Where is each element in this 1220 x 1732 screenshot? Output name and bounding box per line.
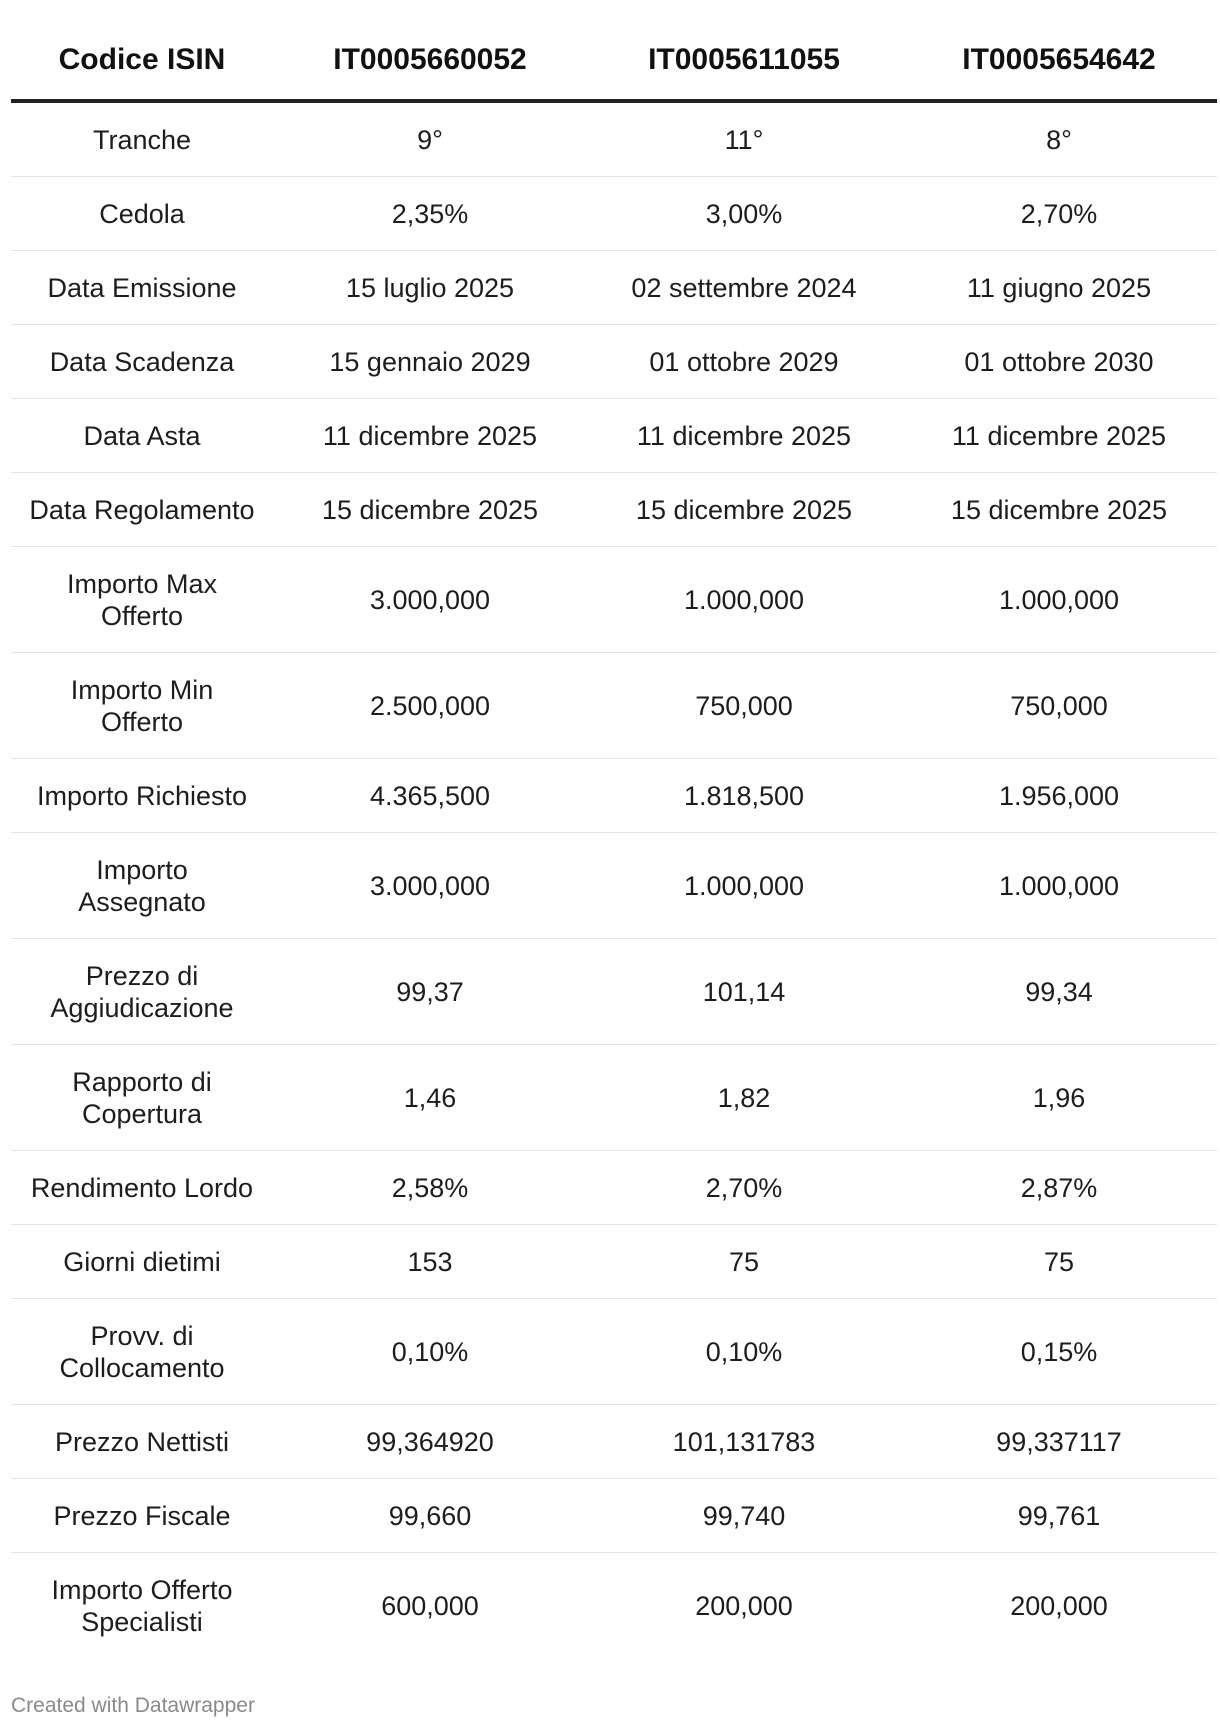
table-cell: 99,740	[587, 1479, 901, 1553]
table-cell: 1,96	[901, 1045, 1217, 1151]
header-codice-isin: Codice ISIN	[11, 20, 273, 101]
table-cell: 1.000,000	[587, 833, 901, 939]
row-label	[11, 473, 273, 547]
row-label	[11, 1299, 273, 1405]
row-label	[11, 547, 273, 653]
row-label-text: Importo Offerto Specialisti	[51, 1574, 233, 1637]
table-row	[11, 939, 1217, 1045]
row-label-text: Importo Min Offerto	[70, 674, 214, 737]
row-label-text: Prezzo Nettisti	[54, 1426, 230, 1457]
table-row	[11, 473, 1217, 547]
table-cell: 200,000	[695, 1590, 793, 1621]
table-cell: 0,10%	[587, 1299, 901, 1405]
table-cell: 99,34	[901, 939, 1217, 1045]
table-cell: 02 settembre 2024	[587, 251, 901, 325]
row-label-text: Cedola	[99, 198, 185, 229]
row-label	[11, 177, 273, 251]
table-cell: 11 giugno 2025	[901, 251, 1217, 325]
table-cell: 750,000	[901, 653, 1217, 759]
table-row	[11, 1405, 1217, 1479]
table-cell: 750,000	[587, 653, 901, 759]
table-cell: 1,82	[587, 1045, 901, 1151]
row-label	[11, 653, 273, 759]
table-row	[11, 547, 1217, 653]
table-cell: 11°	[587, 101, 901, 177]
table-cell: 600,000	[381, 1590, 479, 1621]
table-cell: 99,364920	[273, 1405, 587, 1479]
table-cell: 1.818,500	[587, 759, 901, 833]
table-cell: 101,14	[587, 939, 901, 1045]
row-label-text: Prezzo Fiscale	[53, 1500, 231, 1531]
table-cell: 3.000,000	[273, 547, 587, 653]
row-label-text: Data Scadenza	[49, 346, 235, 377]
table-cell: 2,58%	[273, 1151, 587, 1225]
table-cell: 4.365,500	[273, 759, 587, 833]
header-isin-1: IT0005660052	[273, 20, 587, 101]
table-cell: 0,10%	[273, 1299, 587, 1405]
table-cell: 11 dicembre 2025	[587, 399, 901, 473]
table-row	[11, 1045, 1217, 1151]
table-row	[11, 101, 1217, 177]
row-label-text: Provv. di Collocamento	[59, 1320, 225, 1383]
table-cell: 1.956,000	[901, 759, 1217, 833]
table-body	[11, 101, 1217, 1658]
table-cell: 99,761	[901, 1479, 1217, 1553]
table-cell: 3.000,000	[273, 833, 587, 939]
row-label	[11, 101, 273, 177]
table-cell: 15 dicembre 2025	[901, 473, 1217, 547]
row-label	[11, 325, 273, 399]
table-cell: 11 dicembre 2025	[901, 399, 1217, 473]
table-row	[11, 1151, 1217, 1225]
table-cell: 2,70%	[901, 177, 1217, 251]
auction-results-table	[11, 20, 1217, 1658]
row-label-text: Giorni dietimi	[63, 1246, 221, 1277]
table-cell: 153	[273, 1225, 587, 1299]
data-table-container	[11, 20, 1217, 1658]
table-cell: 75	[587, 1225, 901, 1299]
table-cell: 15 dicembre 2025	[273, 473, 587, 547]
row-label-text: Data Regolamento	[29, 494, 255, 525]
table-row	[11, 653, 1217, 759]
table-row	[11, 325, 1217, 399]
row-label-text: Importo Richiesto	[36, 780, 248, 811]
row-label-text: Prezzo di Aggiudicazione	[50, 960, 234, 1023]
table-cell: 2,35%	[273, 177, 587, 251]
table-cell: 1.000,000	[587, 547, 901, 653]
row-label-text: Rendimento Lordo	[30, 1172, 254, 1203]
table-cell: 2.500,000	[273, 653, 587, 759]
row-label	[11, 251, 273, 325]
table-cell: 01 ottobre 2030	[901, 325, 1217, 399]
table-cell: 15 dicembre 2025	[587, 473, 901, 547]
table-cell: 11 dicembre 2025	[273, 399, 587, 473]
row-label	[11, 1151, 273, 1225]
row-label-text: Data Emissione	[47, 272, 237, 303]
table-row	[11, 833, 1217, 939]
row-label-text: Importo Assegnato	[78, 854, 206, 917]
row-label	[11, 1225, 273, 1299]
row-label	[11, 833, 273, 939]
row-label	[11, 759, 273, 833]
row-label	[11, 1045, 273, 1151]
table-cell: 2,87%	[901, 1151, 1217, 1225]
row-label-text: Importo Max Offerto	[66, 568, 218, 631]
table-cell: 1,46	[273, 1045, 587, 1151]
row-label	[11, 1553, 273, 1659]
row-label	[11, 1479, 273, 1553]
table-cell: 15 gennaio 2029	[273, 325, 587, 399]
table-cell: 200,000	[1010, 1590, 1108, 1621]
datawrapper-credit: Created with Datawrapper	[11, 1694, 255, 1717]
row-label-text: Data Asta	[83, 420, 201, 451]
table-cell: 01 ottobre 2029	[587, 325, 901, 399]
row-label	[11, 939, 273, 1045]
header-isin-3: IT0005654642	[901, 20, 1217, 101]
table-cell: 15 luglio 2025	[273, 251, 587, 325]
table-cell: 99,37	[273, 939, 587, 1045]
table-row	[11, 1479, 1217, 1553]
row-label	[11, 1405, 273, 1479]
table-row	[11, 177, 1217, 251]
row-label-text: Tranche	[92, 124, 192, 155]
table-row	[11, 399, 1217, 473]
row-label-text: Rapporto di Copertura	[72, 1066, 212, 1129]
header-isin-2: IT0005611055	[587, 20, 901, 101]
table-cell: 3,00%	[587, 177, 901, 251]
table-cell: 1.000,000	[901, 833, 1217, 939]
table-row	[11, 1553, 1217, 1659]
table-cell: 75	[901, 1225, 1217, 1299]
row-label	[11, 399, 273, 473]
table-header-row	[11, 20, 1217, 101]
table-cell: 99,660	[273, 1479, 587, 1553]
table-cell: 1.000,000	[901, 547, 1217, 653]
table-row	[11, 759, 1217, 833]
table-cell: 99,337117	[901, 1405, 1217, 1479]
table-cell: 101,131783	[587, 1405, 901, 1479]
table-row	[11, 1299, 1217, 1405]
table-cell: 8°	[901, 101, 1217, 177]
table-cell: 2,70%	[587, 1151, 901, 1225]
table-row	[11, 251, 1217, 325]
table-row	[11, 1225, 1217, 1299]
table-cell: 9°	[273, 101, 587, 177]
table-cell: 0,15%	[901, 1299, 1217, 1405]
